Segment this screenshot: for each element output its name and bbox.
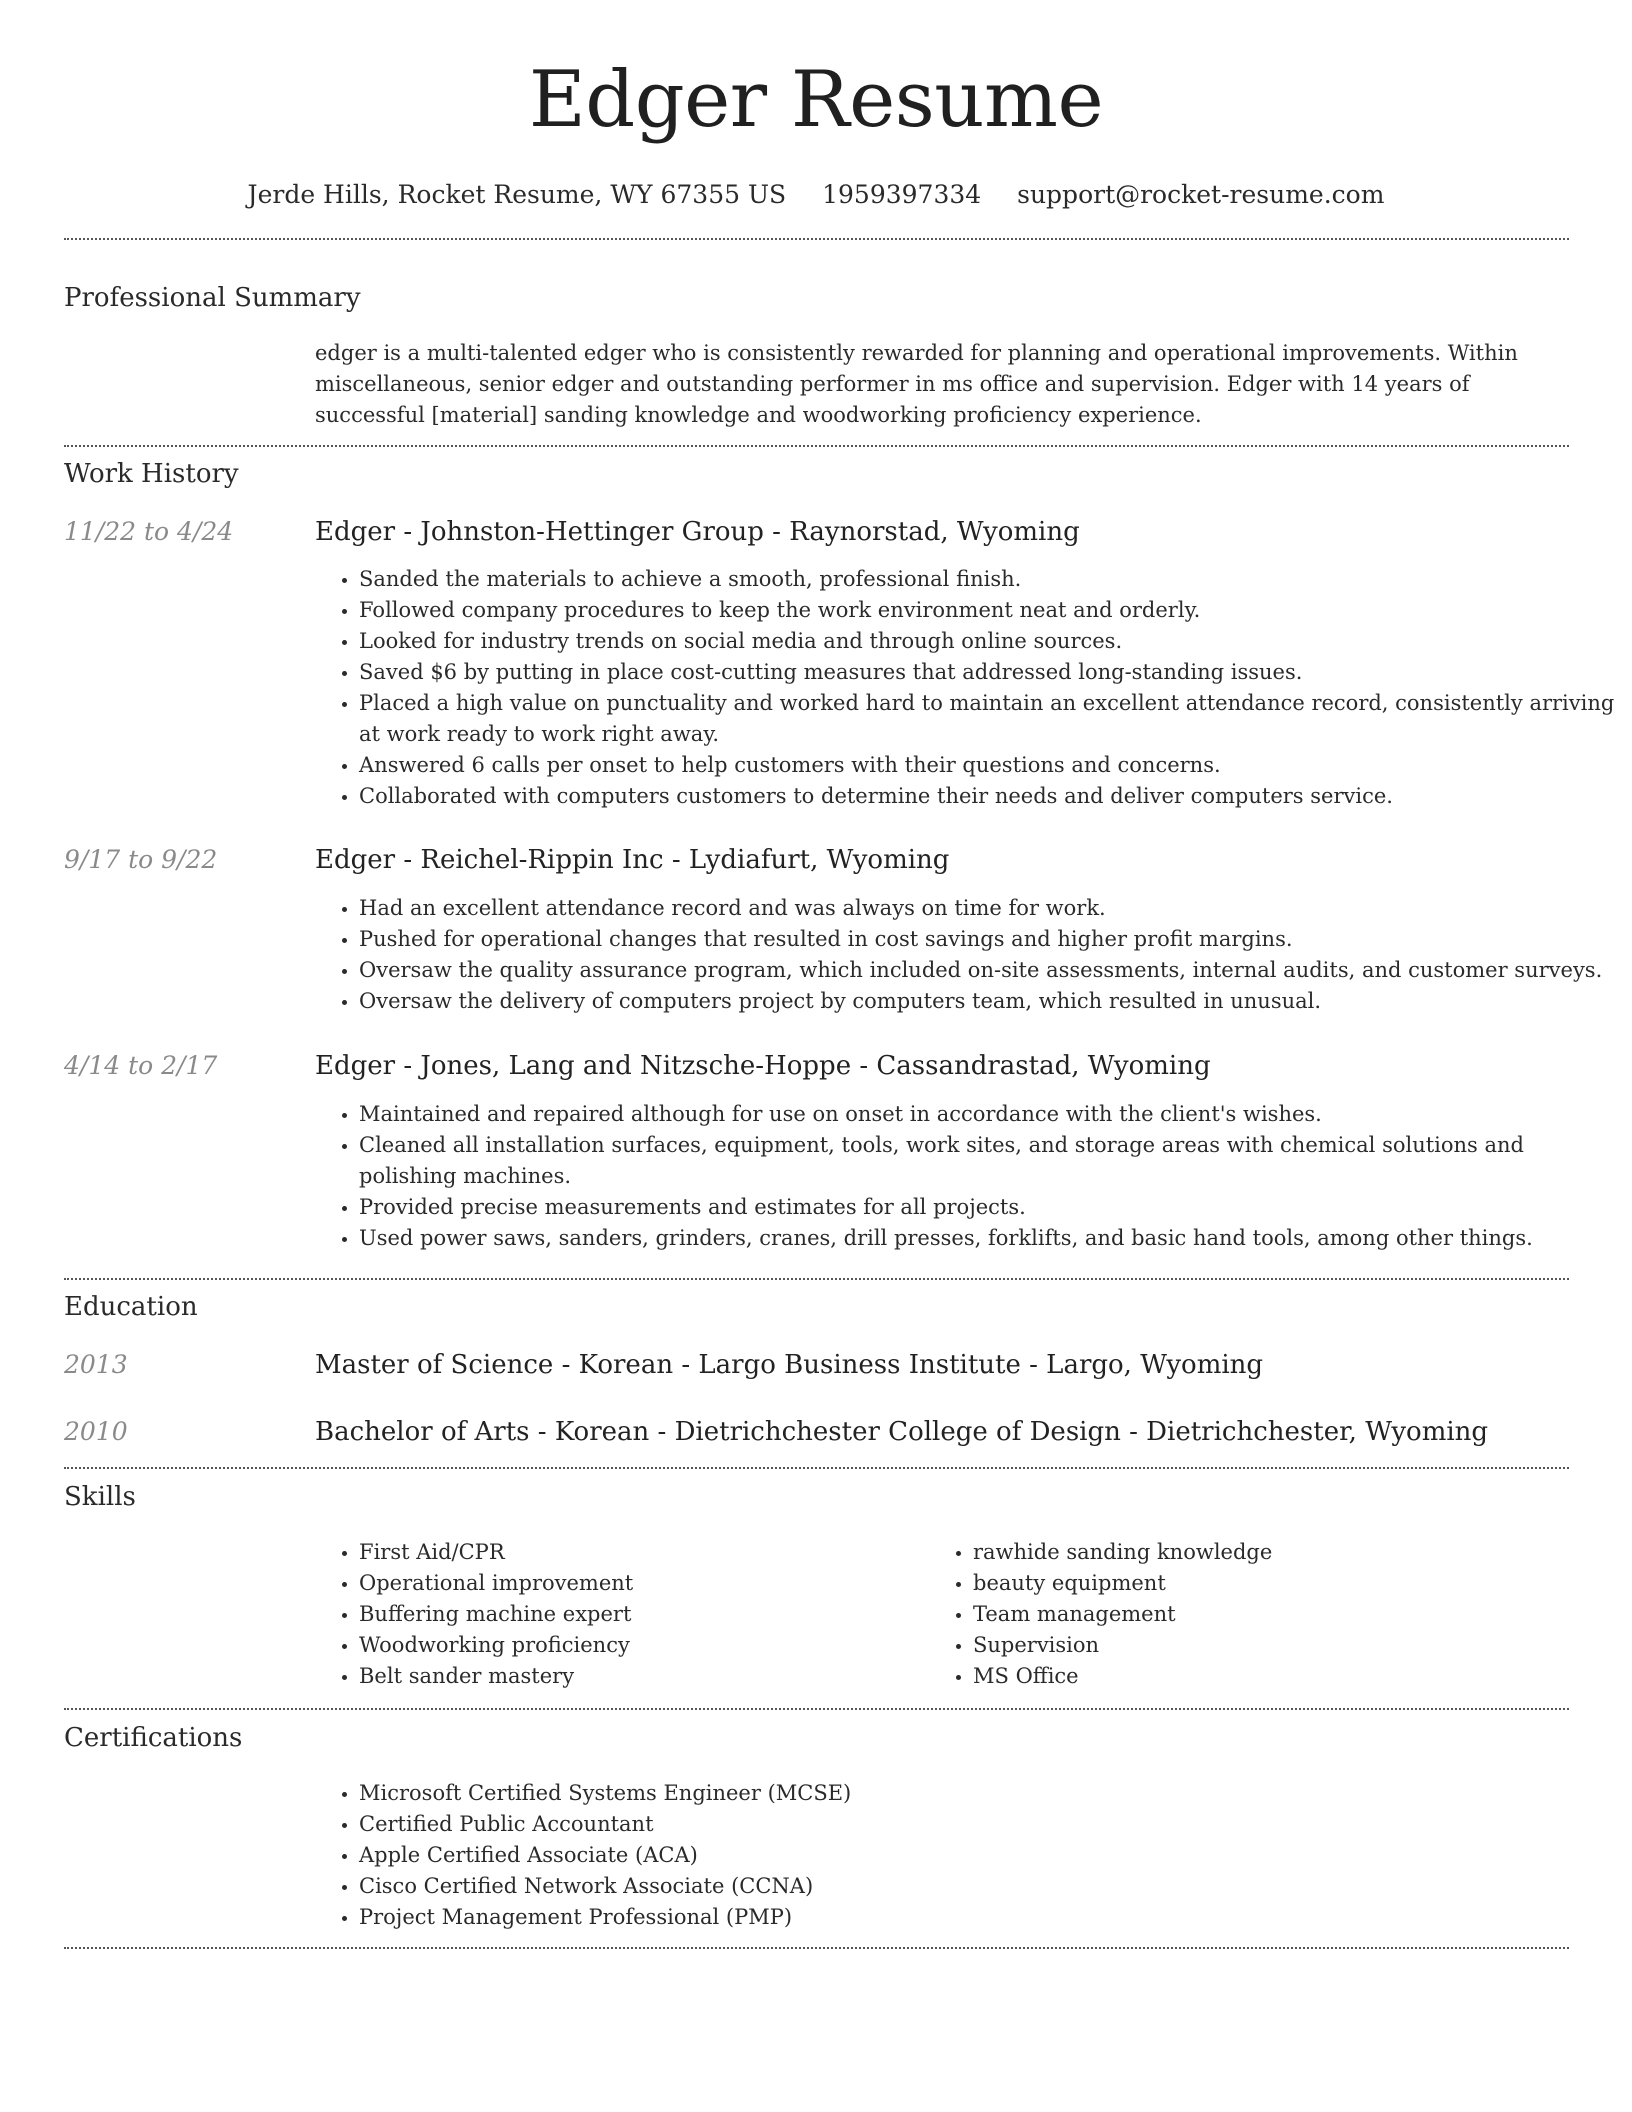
job-duty: • Provided precise measurements and estimates for all projects.: [359, 1192, 1619, 1223]
skill-item: • Woodworking proficiency: [359, 1630, 919, 1661]
skills-heading: Skills: [64, 1482, 136, 1512]
resume-header: [0, 50, 1632, 212]
job-dates: 11/22 to 4/24: [64, 517, 234, 546]
resume-name: Edger Resume: [528, 55, 1104, 145]
job-duty: • Oversaw the quality assurance program, which included on-site assessments, internal audits, and customer surveys.: [359, 955, 1619, 986]
education-year: 2013: [64, 1350, 128, 1379]
certification-item: • Certified Public Accountant: [359, 1809, 1359, 1840]
job-title: Edger - Reichel-Rippin Inc - Lydiafurt, Wyoming: [315, 845, 950, 875]
skill-item: • Team management: [973, 1599, 1573, 1630]
section-divider: [64, 1467, 1569, 1469]
job-dates: 9/17 to 9/22: [64, 845, 218, 874]
skills-list-left: [315, 1537, 919, 1692]
skill-item: • Belt sander mastery: [359, 1661, 919, 1692]
job-duty: • Sanded the materials to achieve a smooth, professional finish.: [359, 564, 1619, 595]
job-duty: • Had an excellent attendance record and was always on time for work.: [359, 893, 1619, 924]
contact-line: [0, 178, 1632, 212]
skill-item: • beauty equipment: [973, 1568, 1573, 1599]
job-duty: • Oversaw the delivery of computers project by computers team, which resulted in unusual.: [359, 986, 1619, 1017]
job-title: Edger - Jones, Lang and Nitzsche-Hoppe - Cassandrastad, Wyoming: [315, 1051, 1211, 1081]
section-divider: [64, 238, 1569, 240]
job-duty: • Used power saws, sanders, grinders, cranes, drill presses, forklifts, and basic hand tools, among other things.: [359, 1223, 1619, 1254]
job-duty: • Cleaned all installation surfaces, equipment, tools, work sites, and storage areas with chemical solutions and polishing machines.: [359, 1130, 1619, 1192]
education-degree: Master of Science - Korean - Largo Business Institute - Largo, Wyoming: [315, 1350, 1264, 1380]
contact-address: Jerde Hills, Rocket Resume, WY 67355 US: [247, 180, 787, 209]
job-duty: • Maintained and repaired although for use on onset in accordance with the client's wishes.: [359, 1099, 1619, 1130]
skill-item: • MS Office: [973, 1661, 1573, 1692]
certifications-list: [315, 1778, 1359, 1933]
job-duties-list: [315, 564, 1619, 812]
section-divider: [64, 1947, 1569, 1949]
job-duty: • Saved $6 by putting in place cost-cutting measures that addressed long-standing issues.: [359, 657, 1619, 688]
job-duty: • Collaborated with computers customers to determine their needs and deliver computers service.: [359, 781, 1619, 812]
section-divider: [64, 445, 1569, 447]
contact-phone: 1959397334: [822, 180, 982, 209]
job-duty: • Pushed for operational changes that resulted in cost savings and higher profit margins.: [359, 924, 1619, 955]
job-title: Edger - Johnston-Hettinger Group - Raynorstad, Wyoming: [315, 517, 1080, 547]
summary-text: edger is a multi-talented edger who is consistently rewarded for planning and operational improvements. Within miscellaneous, senior edger and outstanding performer in ms office and supervision. Edger with 14 years of successful [material] sanding knowledge and woodworking proficiency experience.: [315, 341, 1518, 427]
certification-item: • Cisco Certified Network Associate (CCNA): [359, 1871, 1359, 1902]
certifications-heading: Certifications: [64, 1723, 243, 1753]
job-duties-list: [315, 893, 1619, 1017]
skill-item: • Buffering machine expert: [359, 1599, 919, 1630]
education-degree: Bachelor of Arts - Korean - Dietrichchester College of Design - Dietrichchester, Wyoming: [315, 1417, 1489, 1447]
job-duty: • Looked for industry trends on social media and through online sources.: [359, 626, 1619, 657]
contact-email[interactable]: support@rocket-resume.com: [1017, 180, 1385, 209]
summary-heading: Professional Summary: [64, 283, 361, 313]
section-divider: [64, 1278, 1569, 1280]
job-duty: • Followed company procedures to keep the work environment neat and orderly.: [359, 595, 1619, 626]
skill-item: • Operational improvement: [359, 1568, 919, 1599]
work-history-heading: Work History: [64, 459, 239, 489]
section-divider: [64, 1708, 1569, 1710]
skill-item: • Supervision: [973, 1630, 1573, 1661]
job-duties-list: [315, 1099, 1619, 1254]
skills-list-right: [929, 1537, 1573, 1692]
certification-item: • Apple Certified Associate (ACA): [359, 1840, 1359, 1871]
job-dates: 4/14 to 2/17: [64, 1051, 218, 1080]
certification-item: • Microsoft Certified Systems Engineer (MCSE): [359, 1778, 1359, 1809]
skill-item: • rawhide sanding knowledge: [973, 1537, 1573, 1568]
job-duty: • Answered 6 calls per onset to help customers with their questions and concerns.: [359, 750, 1619, 781]
education-year: 2010: [64, 1417, 128, 1446]
skill-item: • First Aid/CPR: [359, 1537, 919, 1568]
education-heading: Education: [64, 1292, 198, 1322]
job-duty: • Placed a high value on punctuality and worked hard to maintain an excellent attendance record, consistently arriving at work ready to work right away.: [359, 688, 1619, 750]
certification-item: • Project Management Professional (PMP): [359, 1902, 1359, 1933]
